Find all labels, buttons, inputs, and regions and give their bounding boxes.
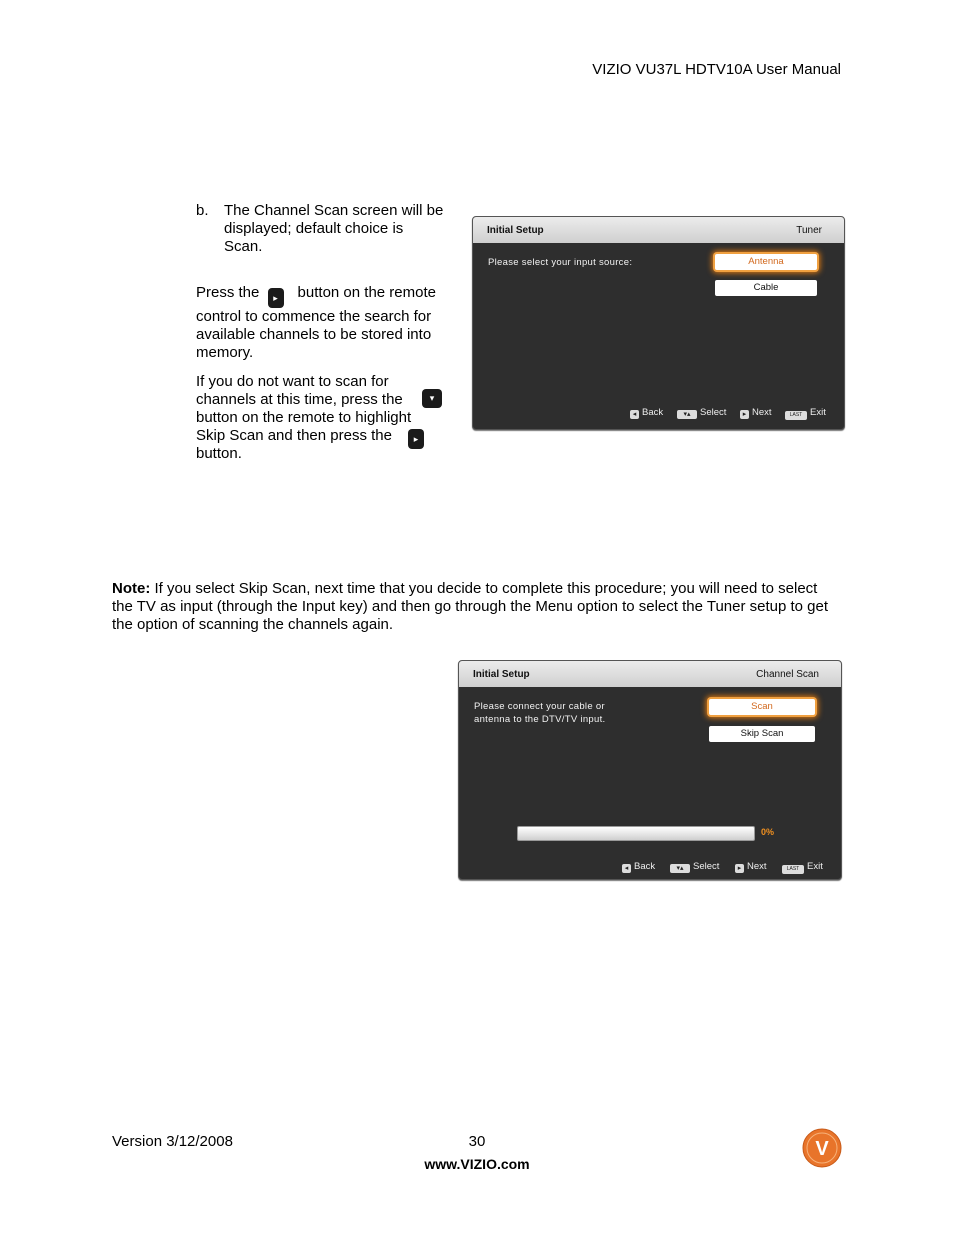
scan-screen-title: Initial Setup: [473, 669, 530, 680]
scan-screen-footer: [459, 861, 841, 873]
right-arrow-icon: ▸: [740, 410, 749, 419]
logo-letter: V: [815, 1138, 829, 1160]
version-label: Version 3/12/2008: [112, 1133, 233, 1150]
scan-footer-exit-label: Exit: [807, 861, 823, 872]
last-key-icon-2: LAST: [782, 865, 804, 874]
scan-screen-section: Channel Scan: [756, 669, 819, 680]
scan-progress-bar: [517, 826, 755, 841]
scan-footer-select-label: Select: [693, 861, 720, 872]
footer-exit[interactable]: [785, 407, 826, 420]
footer-select-label: Select: [700, 407, 727, 418]
skip-line-4: Skip Scan and then press the: [196, 427, 392, 444]
scan-footer-back[interactable]: [622, 861, 655, 873]
scan-footer-next-label: Next: [747, 861, 767, 872]
note-label: Note:: [112, 580, 151, 597]
antenna-option[interactable]: Antenna: [715, 254, 817, 270]
scan-option[interactable]: Scan: [709, 699, 815, 715]
footer-exit-label: Exit: [810, 407, 826, 418]
last-key-icon: LAST: [785, 411, 807, 420]
skip-paragraph: [196, 373, 456, 463]
step-letter: b.: [196, 202, 209, 219]
tuner-screen-titlebar: [473, 217, 844, 243]
press-after: button on the remote control to commence the search for available channels to be stored into memory.: [196, 284, 436, 361]
left-arrow-icon: ◂: [630, 410, 639, 419]
press-before: Press the: [196, 284, 260, 301]
step-b-text: The Channel Scan screen will be displayed; default choice is Scan.: [224, 202, 444, 255]
skip-line-5: button.: [196, 445, 242, 462]
manual-title: VIZIO VU37L HDTV10A User Manual: [592, 61, 841, 78]
scan-footer-exit[interactable]: [782, 861, 823, 874]
cable-option[interactable]: Cable: [715, 280, 817, 296]
left-arrow-icon-2: ◂: [622, 864, 631, 873]
scan-footer-next[interactable]: [735, 861, 767, 873]
down-arrow-key-icon: ▾: [422, 389, 442, 408]
note-paragraph: [112, 580, 832, 634]
tuner-screen-footer: [473, 407, 844, 419]
footer-back[interactable]: [630, 407, 663, 419]
scan-progress-label: 0%: [761, 827, 775, 837]
skip-scan-option[interactable]: Skip Scan: [709, 726, 815, 742]
scan-footer-select[interactable]: [670, 861, 719, 873]
tuner-screen-title: Initial Setup: [487, 225, 544, 236]
press-paragraph: [196, 284, 451, 362]
right-arrow-key-icon-2: ▸: [408, 429, 424, 449]
up-down-arrows-icon-2: ▾▴: [670, 864, 690, 873]
scan-prompt: [474, 700, 605, 726]
channel-scan-screen: [458, 660, 842, 880]
vizio-logo-icon: [802, 1128, 842, 1168]
footer-back-label: Back: [642, 407, 664, 418]
tuner-setup-screen: [472, 216, 845, 430]
tuner-screen-section: Tuner: [796, 225, 822, 236]
skip-line-3: button on the remote to highlight: [196, 409, 412, 426]
skip-line-1: If you do not want to scan for: [196, 373, 389, 390]
scan-footer-back-label: Back: [634, 861, 656, 872]
skip-line-2: channels at this time, press the: [196, 391, 403, 408]
footer-next[interactable]: [740, 407, 772, 419]
footer-select[interactable]: [677, 407, 726, 419]
scan-prompt-line-2: antenna to the DTV/TV input.: [474, 714, 606, 725]
note-text: If you select Skip Scan, next time that you decide to complete this procedure; you will need to select the TV as input (through the Input key) and then go through the Menu option to select the Tuner setup to get the option of scanning the channels again.: [112, 580, 829, 633]
page-number: 30: [468, 1133, 486, 1150]
footer-next-label: Next: [752, 407, 772, 418]
up-down-arrows-icon: ▾▴: [677, 410, 697, 419]
website-link[interactable]: www.VIZIO.com: [424, 1156, 530, 1172]
right-arrow-key-icon: ▸: [268, 288, 284, 308]
scan-screen-titlebar: [459, 661, 841, 687]
tuner-prompt: Please select your input source:: [488, 257, 633, 268]
scan-prompt-line-1: Please connect your cable or: [474, 701, 605, 712]
right-arrow-icon-2: ▸: [735, 864, 744, 873]
